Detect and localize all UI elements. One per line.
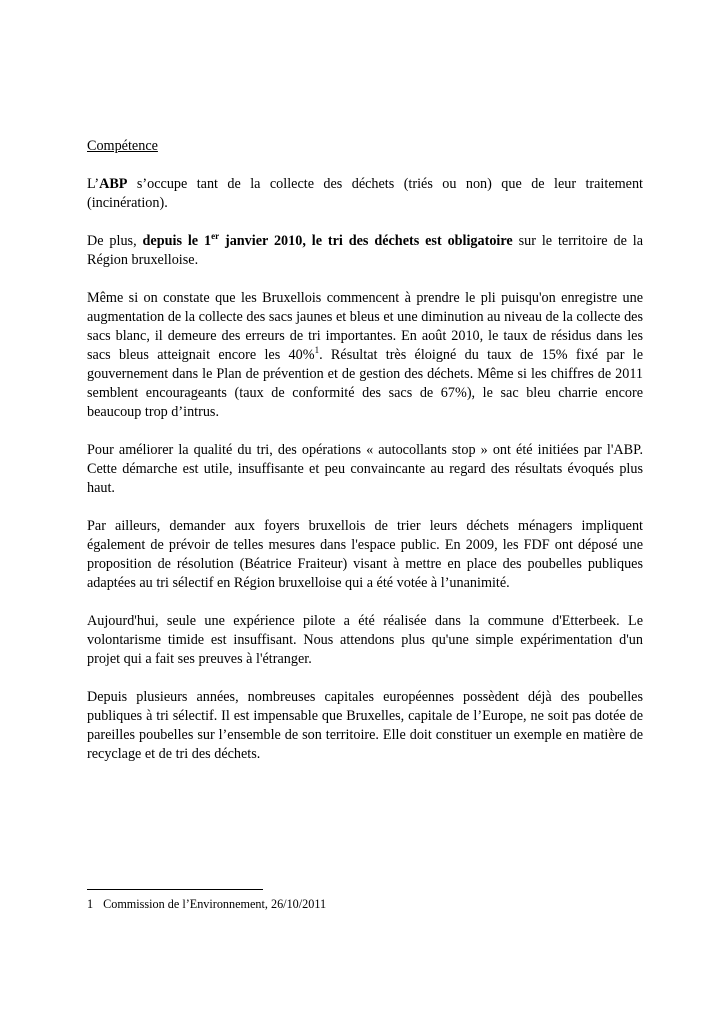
p2-bold-end: janvier 2010, le tri des déchets est obligatoire bbox=[219, 233, 513, 249]
paragraph-public-space: Par ailleurs, demander aux foyers bruxellois de trier leurs déchets ménagers impliquent également de prévoir de telles mesures dans l'espace public. En 2009, les FDF ont déposé une proposition de résolution (Béatrice Fraiteur) visant à mettre en place des poubelles publiques adaptées au tri sélectif en Région bruxelloise qui a été votée à l’unanimité. bbox=[87, 518, 643, 591]
footnote-divider bbox=[87, 889, 263, 890]
paragraph-mandatory-sorting bbox=[87, 232, 643, 270]
paragraph-european-capitals: Depuis plusieurs années, nombreuses capitales européennes possèdent déjà des poubelles publiques à tri sélectif. Il est impensable que Bruxelles, capitale de l’Europe, ne soit pas dotée de pareilles poubelles sur l’ensemble de son territoire. Elle doit constituer un exemple en matière de recyclage et de tri des déchets. bbox=[87, 689, 643, 762]
paragraph-sorting-errors bbox=[87, 289, 643, 422]
p2-pre: De plus, bbox=[87, 233, 143, 249]
footnote-number: 1 bbox=[87, 897, 94, 911]
footnote-text: Commission de l’Environnement, 26/10/2011 bbox=[103, 897, 327, 911]
section-heading: Compétence bbox=[87, 138, 158, 154]
document-body bbox=[87, 137, 643, 783]
p3-pre: Même si on constate que les Bruxellois commencent à prendre le pli puisqu'on enregistre une augmentation de la collecte des sacs jaunes et bleus et une diminution au niveau de la collecte des sacs blanc, il demeure des erreurs de tri importantes. En août 2010, le taux de résidus dans les sacs bleus atteignait encore les 40% bbox=[87, 290, 643, 363]
p3-post: . Résultat très éloigné du taux de 15% fixé par le gouvernement dans le Plan de prévention et de gestion des déchets. Même si les chiffres de 2011 semblent encourageants (taux de conformité des sacs de 67%), le sac bleu charrie encore beaucoup trop d’intrus. bbox=[87, 347, 643, 420]
p2-superscript: er bbox=[211, 231, 220, 241]
footnote bbox=[87, 897, 326, 912]
p2-bold-start: depuis le 1 bbox=[142, 233, 212, 249]
footnote-reference: 1 bbox=[314, 345, 320, 355]
p2-post: sur le territoire de la Région bruxelloise. bbox=[87, 233, 643, 268]
paragraph-abp-role bbox=[87, 175, 643, 213]
p1-bold-abp: ABP bbox=[99, 176, 128, 192]
p1-post: s’occupe tant de la collecte des déchets (triés ou non) que de leur traitement (incinération). bbox=[87, 176, 643, 211]
paragraph-etterbeek-pilot: Aujourd'hui, seule une expérience pilote a été réalisée dans la commune d'Etterbeek. Le volontarisme timide est insuffisant. Nous attendons plus qu'une simple expérimentation d'un projet qui a fait ses preuves à l'étranger. bbox=[87, 613, 643, 667]
paragraph-stop-stickers: Pour améliorer la qualité du tri, des opérations « autocollants stop » ont été initiées par l'ABP. Cette démarche est utile, insuffisante et peu convaincante au regard des résultats évoqués plus haut. bbox=[87, 442, 643, 496]
p1-pre: L’ bbox=[87, 176, 100, 192]
